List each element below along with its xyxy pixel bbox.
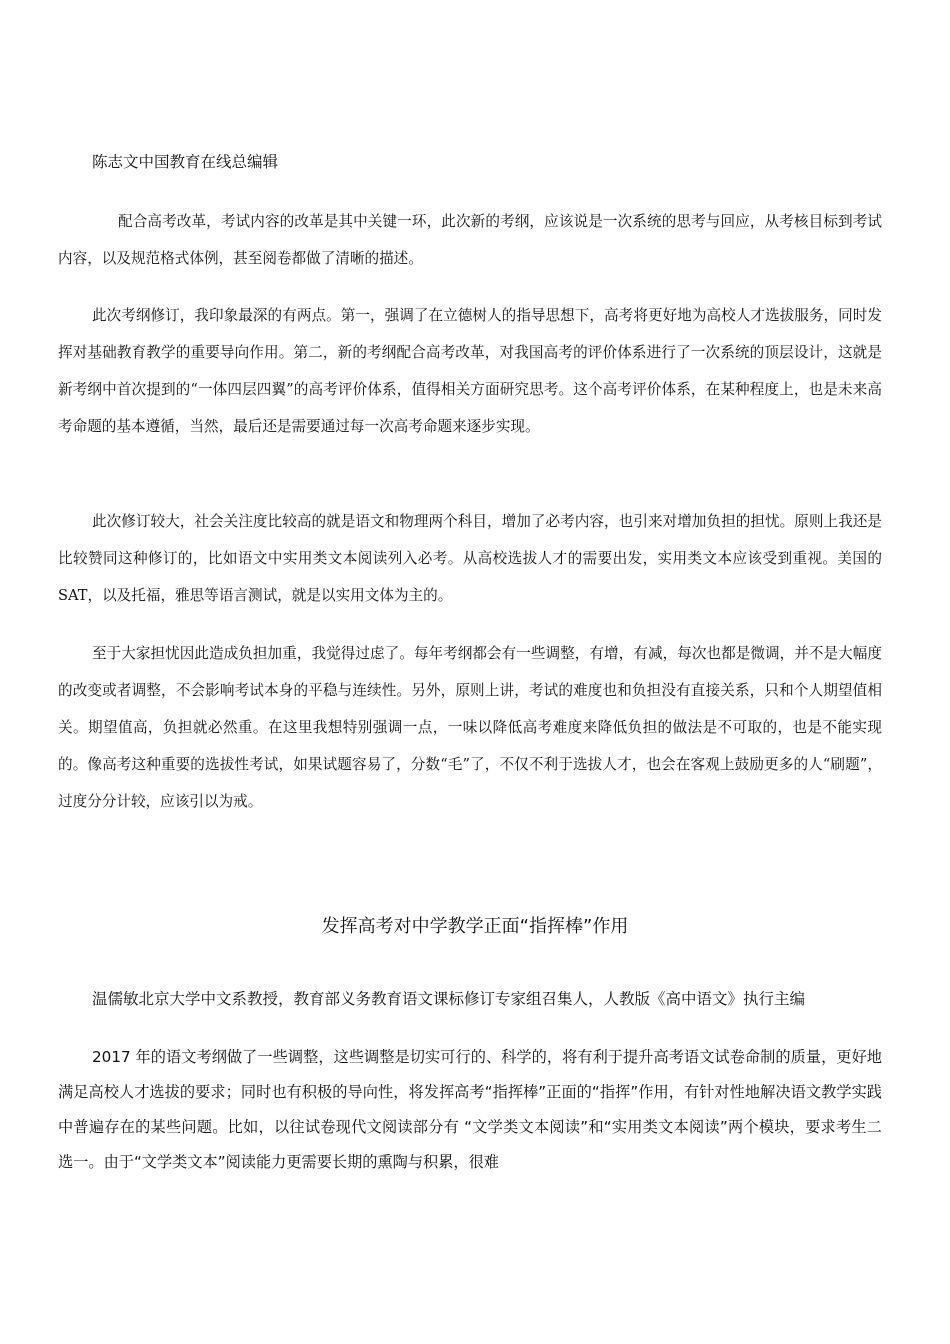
paragraph-3: 此次修订较大，社会关注度比较高的就是语文和物理两个科目，增加了必考内容，也引来对增加负担的担忧。原则上我还是比较赞同这种修订的，比如语文中实用类文本阅读列入必考。从高校选拔人才的需要出发，实用类文本应该受到重视。美国的SAT，以及托福，雅思等语言测试，就是以实用文体为主的。 <box>58 513 882 604</box>
paragraph-2: 此次考纲修订，我印象最深的有两点。第一，强调了在立德树人的指导思想下，高考将更好地为高校人才选拔服务，同时发挥对基础教育教学的重要导向作用。第二，新的考纲配合高考改革，对我国高考的评价体系进行了一次系统的顶层设计，这就是新考纲中首次提到的“一体四层四翼”的高考评价体系，值得相关方面研究思考。这个高考评价体系，在某种程度上，也是未来高考命题的基本遵循，当然，最后还是需要通过每一次高考命题来逐步实现。 <box>58 307 882 435</box>
author-line-2: 温儒敏北京大学中文系教授，教育部义务教育语文课标修订专家组召集人，人教版《高中语文》执行主编 <box>92 990 806 1008</box>
paragraph-5: 2017 年的语文考纲做了一些调整，这些调整是切实可行的、科学的，将有利于提升高考语文试卷命制的质量，更好地满足高校人才选拔的要求；同时也有积极的导向性，将发挥高考“指挥棒”正面的“指挥”作用，有针对性地解决语文教学实践中普遍存在的某些问题。比如，以往试卷现代文阅读部分有 “文学类文本阅读”和“实用类文本阅读”两个模块，要求考生二选一。由于“文学类文本”阅读能力更需要长期的熏陶与积累，很难 <box>58 1048 882 1171</box>
paragraph-1: 配合高考改革，考试内容的改革是其中关键一环，此次新的考纲，应该说是一次系统的思考与回应，从考核目标到考试内容，以及规范格式体例，甚至阅卷都做了清晰的描述。 <box>58 213 882 267</box>
paragraph-4: 至于大家担忧因此造成负担加重，我觉得过虑了。每年考纲都会有一些调整，有增，有减，每次也都是微调，并不是大幅度的改变或者调整，不会影响考试本身的平稳与连续性。另外，原则上讲，考试的难度也和负担没有直接关系，只和个人期望值相关。期望值高，负担就必然重。在这里我想特别强调一点，一味以降低高考难度来降低负担的做法是不可取的，也是不能实现的。像高考这种重要的选拔性考试，如果试题容易了，分数“毛”了，不仅不利于选拔人才，也会在客观上鼓励更多的人“刷题”，过度分分计较，应该引以为戒。 <box>58 645 882 810</box>
author-line: 陈志文中国教育在线总编辑 <box>92 153 279 171</box>
section-title: 发挥高考对中学教学正面“指挥棒”作用 <box>321 916 629 937</box>
